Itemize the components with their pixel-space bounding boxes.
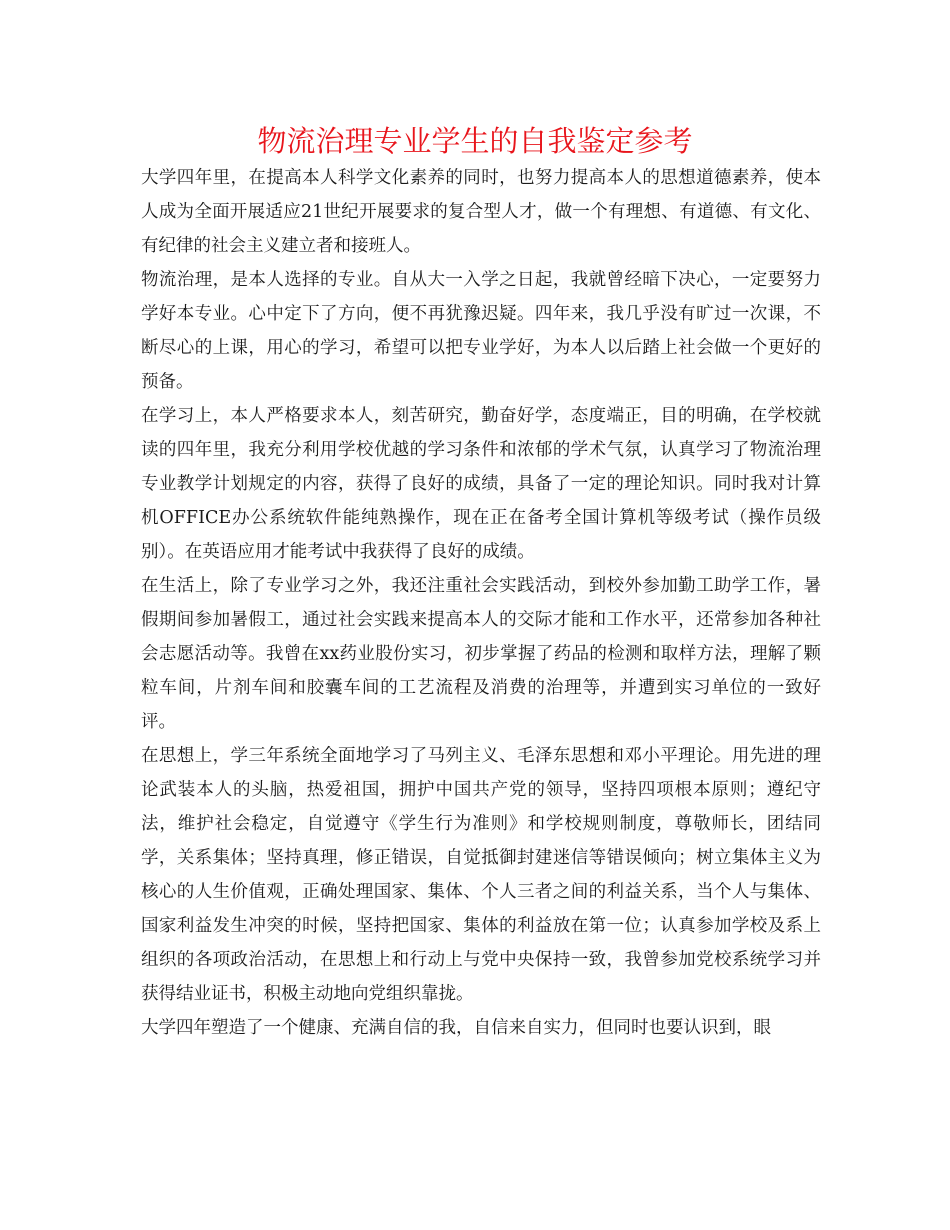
document-title: 物流治理专业学生的自我鉴定参考: [257, 124, 693, 158]
paragraph-conclusion: 大学四年塑造了一个健康、充满自信的我，自信来自实力，但同时也要认识到，眼: [141, 1018, 771, 1038]
paragraph-major: 物流治理，是本人选择的专业。自从大一入学之日起，我就曾经暗下决心，一定要努力学好本专业。心中定下了方向，便不再犹豫迟疑。四年来，我几乎没有旷过一次课，不断尽心的上课，用心的学习，希望可以把专业学好，为本人以后踏上社会做一个更好的预备。: [141, 270, 821, 392]
document-body: [141, 161, 821, 1045]
paragraph-study: 在学习上，本人严格要求本人，刻苦研究，勤奋好学，态度端正，目的明确，在学校就读的四年里，我充分利用学校优越的学习条件和浓郁的学术气氛，认真学习了物流治理专业教学计划规定的内容，获得了良好的成绩，具备了一定的理论知识。同时我对计算机OFFICE办公系统软件能纯熟操作，现在正在备考全国计算机等级考试（操作员级别）。在英语应用才能考试中我获得了良好的成绩。: [141, 406, 821, 562]
paragraph-thought: 在思想上，学三年系统全面地学习了马列主义、毛泽东思想和邓小平理论。用先进的理论武装本人的头脑，热爱祖国，拥护中国共产党的领导，坚持四项根本原则；遵纪守法，维护社会稳定，自觉遵守《学生行为准则》和学校规则制度，尊敬师长，团结同学，关系集体；坚持真理，修正错误，自觉抵御封建迷信等错误倾向；树立集体主义为核心的人生价值观，正确处理国家、集体、个人三者之间的利益关系，当个人与集体、国家利益发生冲突的时候，坚持把国家、集体的利益放在第一位；认真参加学校及系上组织的各项政治活动，在思想上和行动上与党中央保持一致，我曾参加党校系统学习并获得结业证书，积极主动地向党组织靠拢。: [141, 746, 821, 1004]
paragraph-life: 在生活上，除了专业学习之外，我还注重社会实践活动，到校外参加勤工助学工作，暑假期间参加暑假工，通过社会实践来提高本人的交际才能和工作水平，还常参加各种社会志愿活动等。我曾在xx药业股份实习，初步掌握了药品的检测和取样方法，理解了颗粒车间，片剂车间和胶囊车间的工艺流程及消费的治理等，并遭到实习单位的一致好评。: [141, 576, 821, 732]
paragraph-intro: 大学四年里，在提高本人科学文化素养的同时，也努力提高本人的思想道德素养，使本人成为全面开展适应21世纪开展要求的复合型人才，做一个有理想、有道德、有文化、有纪律的社会主义建立者和接班人。: [141, 168, 821, 256]
